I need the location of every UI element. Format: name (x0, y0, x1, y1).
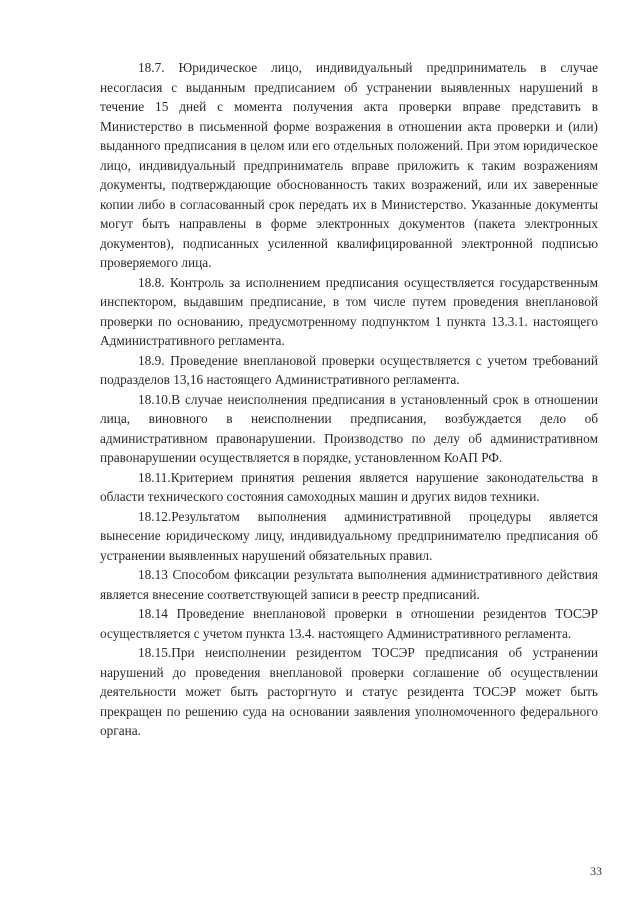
paragraph-18-10: 18.10.В случае неисполнения предписания в установленный срок в отношении лица, виновного в неисполнении предписания, возбуждается дело об административном правонарушении. Производство по делу об административном правонарушении осуществляется в порядке, установленном КоАП РФ. (100, 391, 598, 465)
page-number: 33 (590, 864, 602, 878)
paragraph-18-12: 18.12.Результатом выполнения административной процедуры является вынесение юридическому лицу, индивидуальному предпринимателю предписания об устранении выявленных нарушений обязательных правил. (100, 508, 598, 563)
paragraph-18-14: 18.14 Проведение внеплановой проверки в отношении резидентов ТОСЭР осуществляется с учетом пункта 13.4. настоящего Административного регламента. (100, 606, 598, 641)
paragraph-18-11: 18.11.Критерием принятия решения является нарушение законодательства в области технического состояния самоходных машин и других видов техники. (100, 469, 598, 504)
paragraph-18-8: 18.8. Контроль за исполнением предписания осуществляется государственным инспектором, выдавшим предписание, в том числе путем проведения внеплановой проверки по основанию, предусмотренному подпунктом 1 пункта 13.3.1. настоящего Административного регламента. (100, 274, 598, 348)
paragraph-18-13: 18.13 Способом фиксации результата выполнения административного действия является внесение соответствующей записи в реестр предписаний. (100, 567, 598, 602)
document-body (100, 58, 598, 741)
paragraph-18-15: 18.15.При неисполнении резидентом ТОСЭР предписания об устранении нарушений до проведения внеплановой проверки соглашение об осуществлении деятельности может быть расторгнуто и статус резидента ТОСЭР может быть прекращен по решению суда на основании заявления уполномоченного федерального органа. (100, 645, 598, 738)
paragraph-18-9: 18.9. Проведение внеплановой проверки осуществляется с учетом требований подразделов 13,16 настоящего Административного регламента. (100, 352, 598, 387)
paragraph-18-7: 18.7. Юридическое лицо, индивидуальный предприниматель в случае несогласия с выданным предписанием об устранении выявленных нарушений в течение 15 дней с момента получения акта проверки вправе представить в Министерство в письменной форме возражения в отношении акта проверки и (или) выданного предписания в целом или его отдельных положений. При этом юридическое лицо, индивидуальный предприниматель вправе приложить к таким возражениям документы, подтверждающие обоснованность таких возражений, или их заверенные копии либо в согласованный срок передать их в Министерство. Указанные документы могут быть направлены в форме электронных документов (пакета электронных документов), подписанных усиленной квалифицированной электронной подписью проверяемого лица. (100, 60, 598, 270)
